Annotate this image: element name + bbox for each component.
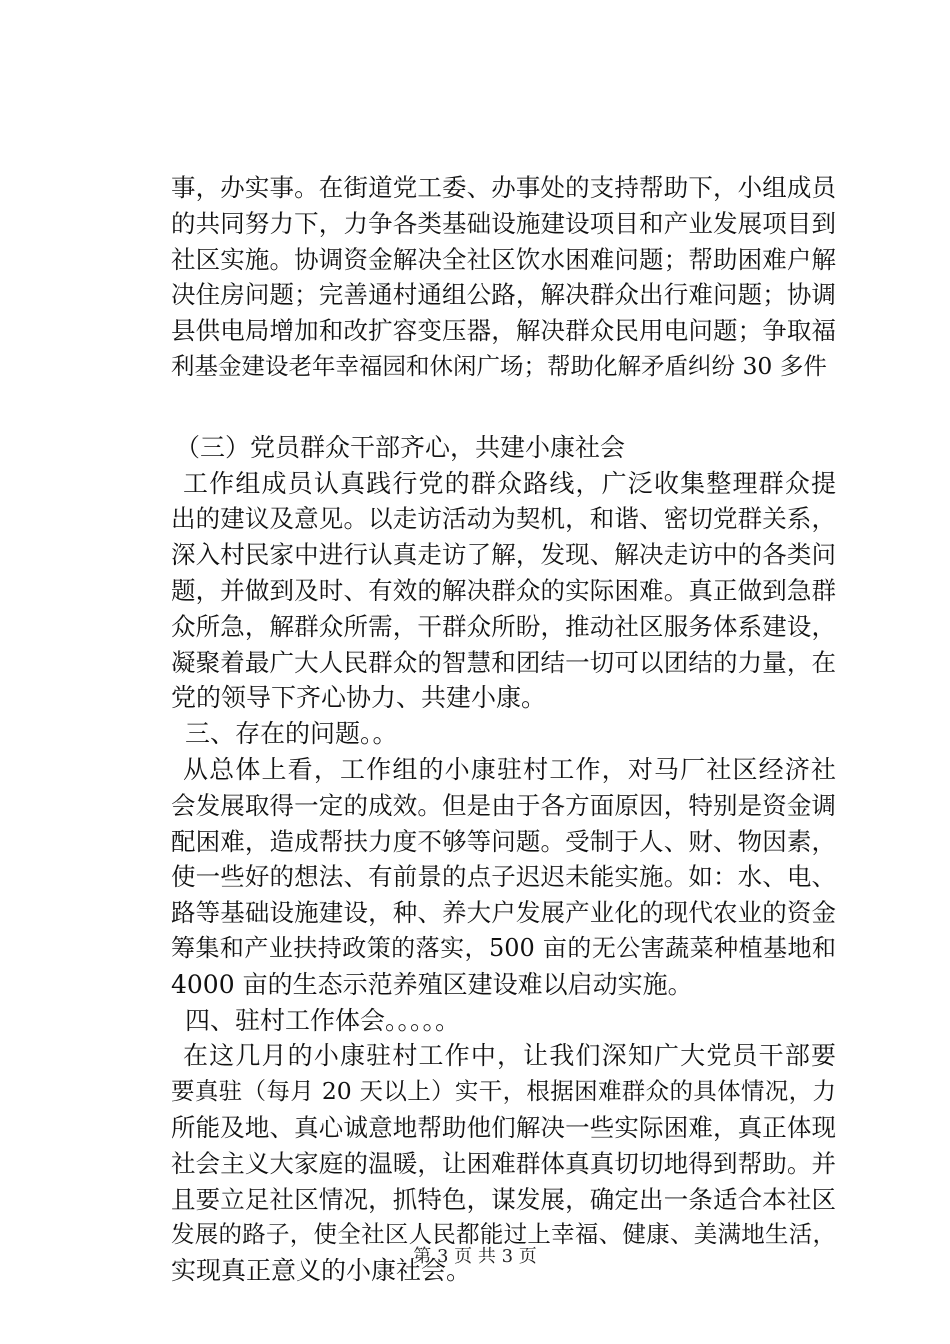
text-line: 在这几月的小康驻村工作中，让我们深知广大党员干部要 — [183, 1041, 836, 1071]
text-line: 工作组成员认真践行党的群众路线，广泛收集整理群众提 — [183, 468, 836, 498]
text-line: 使一些好的想法、有前景的点子迟迟未能实施。如：水、电、 — [171, 862, 836, 892]
text-line: 会发展取得一定的成效。但是由于各方面原因，特别是资金调 — [171, 790, 836, 820]
text-line: 社区实施。协调资金解决全社区饮水困难问题；帮助困难户解 — [171, 244, 836, 274]
paragraph-gap — [171, 385, 836, 430]
text-line: 凝聚着最广大人民群众的智慧和团结一切可以团结的力量，在 — [171, 647, 836, 677]
document-body — [171, 170, 836, 1289]
text-line: 深入村民家中进行认真走访了解，发现、解决走访中的各类问 — [171, 540, 836, 570]
page-footer: 第 3 页 共 3 页 — [413, 1246, 537, 1267]
text-line: 所能及地、真心诚意地帮助他们解决一些实际困难，真正体现 — [171, 1112, 836, 1142]
text-line: 4000 亩的生态示范养殖区建设难以启动实施。 — [171, 969, 693, 999]
text-line: 事，办实事。在街道党工委、办事处的支持帮助下，小组成员 — [171, 173, 836, 202]
text-line: 从总体上看，工作组的小康驻村工作，对马厂社区经济社 — [183, 754, 836, 784]
text-line: 筹集和产业扶持政策的落实，500 亩的无公害蔬菜种植基地和 — [171, 933, 836, 962]
section-heading: （三）党员群众干部齐心，共建小康社会 — [175, 432, 626, 462]
text-line: 党的领导下齐心协力、共建小康。 — [171, 683, 547, 713]
text-line: 出的建议及意见。以走访活动为契机，和谐、密切党群关系， — [171, 504, 836, 534]
text-line: 的共同努力下，力争各类基础设施建设项目和产业发展项目到 — [171, 208, 836, 238]
section-three-party-masses — [171, 430, 836, 716]
text-line: 县供电局增加和改扩容变压器，解决群众民用电问题；争取福 — [171, 316, 836, 346]
text-line: 路等基础设施建设，种、养大户发展产业化的现代农业的资金 — [171, 898, 836, 928]
section-existing-problems — [171, 716, 836, 1002]
text-line: 要真驻（每月 20 天以上）实干，根据困难群众的具体情况，力 — [171, 1077, 836, 1106]
paragraph-continuation — [171, 170, 836, 385]
section-heading: 四、驻村工作体会。。。。。 — [185, 1005, 461, 1035]
text-line: 决住房问题；完善通村通组公路，解决群众出行难问题；协调 — [171, 280, 836, 310]
text-line: 发展的路子，使全社区人民都能过上幸福、健康、美满地生活， — [171, 1220, 836, 1249]
text-line: 实现真正意义的小康社会。 — [171, 1256, 472, 1286]
text-line: 题，并做到及时、有效的解决群众的实际困难。真正做到急群 — [171, 575, 836, 605]
text-line: 配困难，造成帮扶力度不够等问题。受制于人、财、物因素， — [171, 826, 836, 856]
text-line: 众所急，解群众所需，干群众所盼，推动社区服务体系建设， — [171, 611, 836, 641]
text-line: 且要立足社区情况，抓特色，谋发展，确定出一条适合本社区 — [171, 1184, 836, 1214]
text-line: 社会主义大家庭的温暖，让困难群体真真切切地得到帮助。并 — [171, 1148, 836, 1178]
section-heading: 三、存在的问题。。 — [185, 719, 398, 749]
text-line: 利基金建设老年幸福园和休闲广场；帮助化解矛盾纠纷 30 多件 — [171, 351, 827, 380]
